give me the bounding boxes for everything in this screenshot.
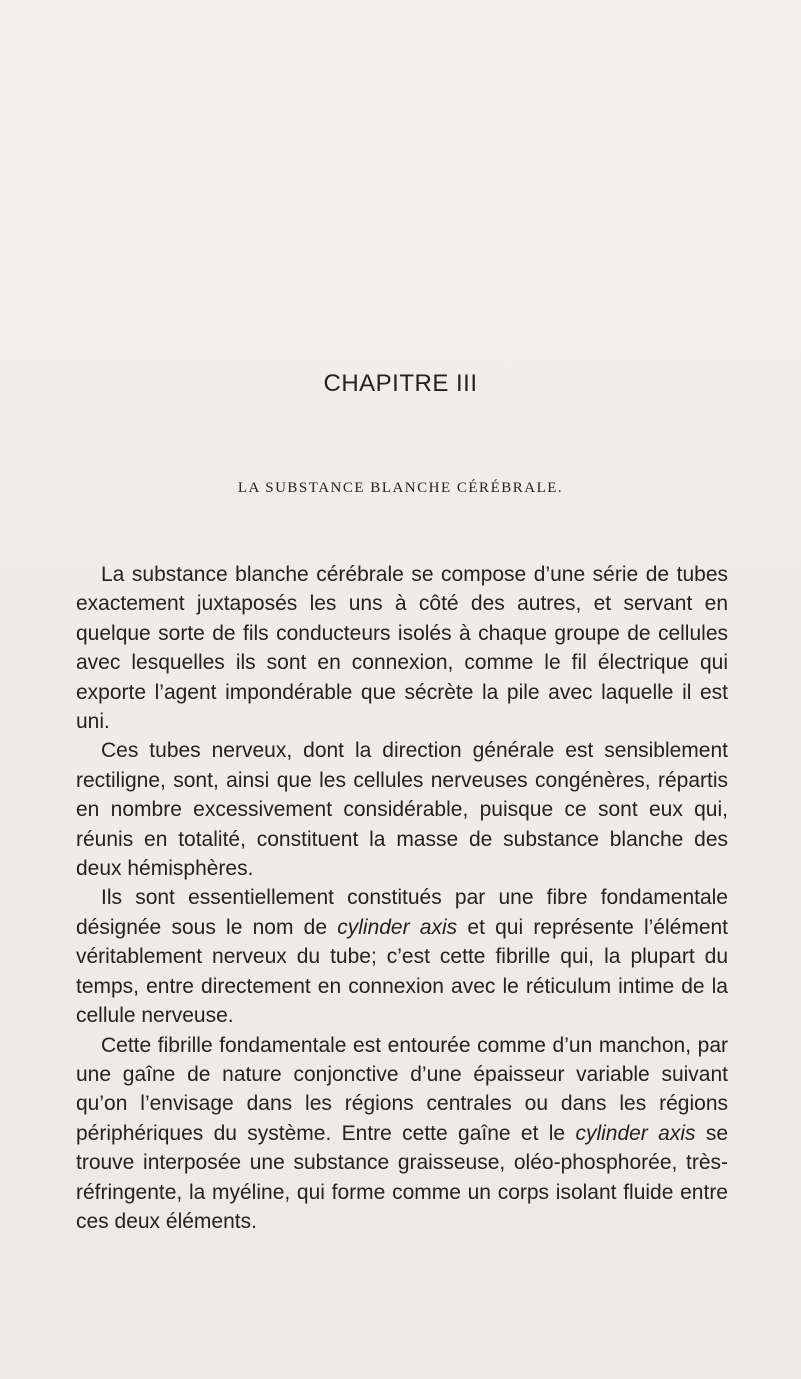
paragraph-3-text-start: Ils sont essentiellement constitués par une fibre fondamentale désignée sous le nom de (76, 886, 728, 939)
paragraph-3-text-end: et qui représente l’élément véritablement nerveux du tube; c’est cette fibrille qui, la plupart du temps, entre directement en connexion avec le réticulum intime de la cellule nerveuse. (76, 915, 729, 1028)
paragraph-1: La substance blanche cérébrale se compose d’une série de tubes exactement juxtaposés les uns à côté des autres, et servant en quelque sorte de fils conducteurs isolés à chaque groupe de cellules avec lesquelles ils sont en connexion, comme le fil électrique qui exporte l’agent impondérable que sécrète la pile avec laquelle il est uni. (76, 563, 728, 734)
term-cylinder-axis: cylinder axis (337, 915, 458, 939)
paragraph-2: Ces tubes nerveux, dont la direction générale est sensiblement rectiligne, sont, ainsi que les cellules nerveuses congénères, répartis en nombre excessivement considérable, puisque ce sont eux qui, réunis en totalité, constituent la masse de substance blanche des deux hémisphères. (76, 739, 728, 881)
paragraph-4-text-start: Cette fibrille fondamentale est entourée comme d’un manchon, par une gaîne de nature conjonctive d’une épaisseur variable suivant qu’on l’envisage dans les régions centrales ou dans les régions périphériques du système. Entre cette gaîne et le (76, 1033, 728, 1145)
chapter-body (76, 560, 728, 1236)
paragraph-3 (76, 883, 728, 1030)
term-cylinder-axis: cylinder axis (575, 1121, 696, 1145)
chapter-subtitle: LA SUBSTANCE BLANCHE CÉRÉBRALE. (237, 480, 564, 496)
paragraph-4-text-end: se trouve interposée une substance graisseuse, oléo-phosphorée, très-réfringente, la myéline, qui forme comme un corps isolant fluide entre ces deux éléments. (76, 1121, 728, 1233)
chapter-title: CHAPITRE III (323, 370, 478, 397)
paragraph-4 (76, 1031, 728, 1237)
